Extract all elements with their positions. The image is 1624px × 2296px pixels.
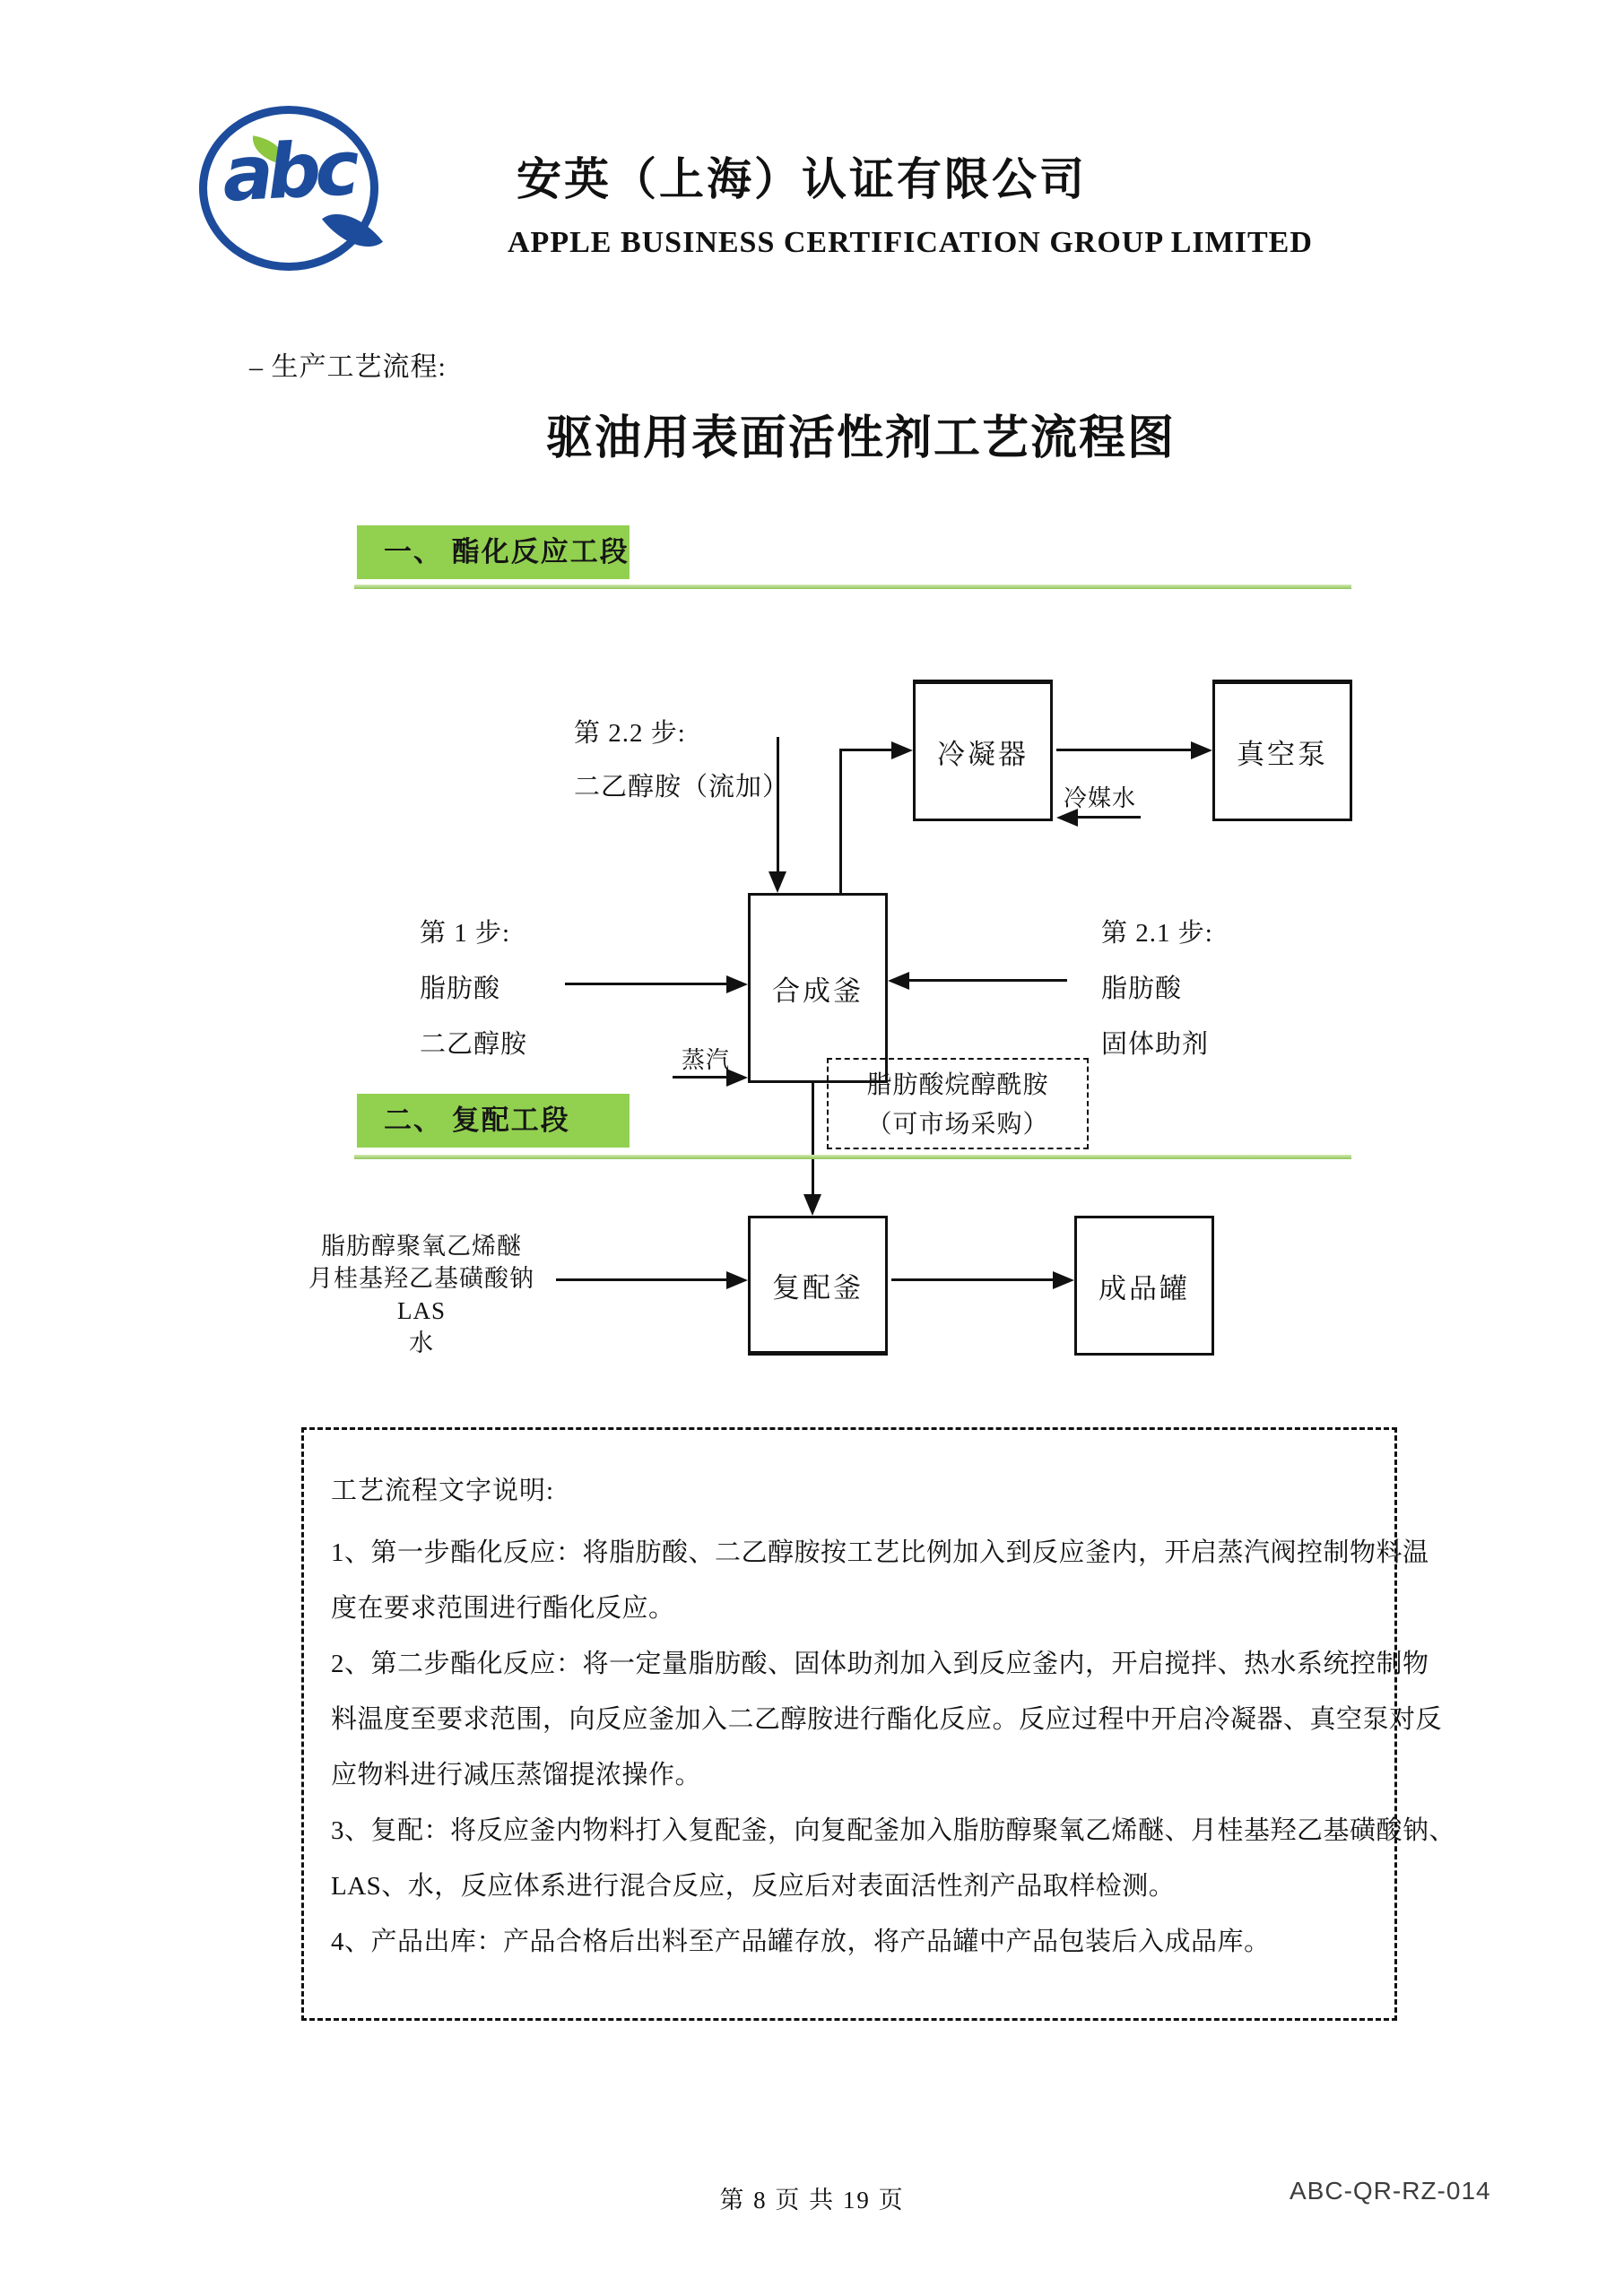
step1-title: 第 1 步:: [420, 919, 511, 948]
vacuum-pump-label: 真空泵: [1237, 738, 1328, 770]
compounding-kettle-box: [748, 1216, 888, 1356]
description-line: 应物料进行减压蒸馏提浓操作。: [331, 1761, 702, 1789]
ingredient-item: 脂肪醇聚氧乙烯醚: [321, 1233, 522, 1260]
description-line: 3、复配：将反应釜内物料打入复配釜，向复配釜加入脂肪醇聚氧乙烯醚、月桂基羟乙基磺酸钠、: [331, 1816, 1456, 1845]
section1-banner: 一、 酯化反应工段: [357, 525, 630, 579]
note-line1: 脂肪酸烷醇酰胺: [866, 1071, 1049, 1099]
step1-material2: 二乙醇胺: [420, 1030, 528, 1059]
ingredient-item: LAS: [396, 1297, 446, 1324]
ingredients-list: [296, 1230, 547, 1359]
step22-title: 第 2.2 步:: [574, 719, 686, 748]
page-number: 第 8 页 共 19 页: [719, 2187, 905, 2214]
steam-label: 蒸汽: [682, 1047, 731, 1073]
arrowhead-down-icon: [803, 1194, 821, 1216]
step1-label: [420, 905, 527, 1072]
process-description-box: [301, 1427, 1456, 2021]
step21-title: 第 2.1 步:: [1101, 919, 1213, 948]
description-line: LAS、水，反应体系进行混合反应，反应后对表面活性剂产品取样检测。: [331, 1872, 1176, 1901]
step1-material1: 脂肪酸: [420, 975, 501, 1003]
ingredient-item: 月桂基羟乙基磺酸钠: [308, 1265, 534, 1292]
description-line: 度在要求范围进行酯化反应。: [331, 1594, 675, 1623]
arrowhead-down-icon: [769, 871, 786, 893]
note-line2: （可市场采购）: [866, 1111, 1049, 1139]
step21-label: [1101, 905, 1213, 1072]
synthesis-kettle-box: [748, 893, 888, 1083]
product-tank-label: 成品罐: [1099, 1272, 1190, 1304]
description-line: 2、第二步酯化反应：将一定量脂肪酸、固体助剂加入到反应釜内，开启搅拌、热水系统控制物: [331, 1650, 1429, 1678]
description-line: 1、第一步酯化反应：将脂肪酸、二乙醇胺按工艺比例加入到反应釜内，开启蒸汽阀控制物料温: [331, 1538, 1429, 1567]
company-name-cn: 安英（上海）认证有限公司: [517, 154, 1087, 204]
description-line: 4、产品出库：产品合格后出料至产品罐存放，将产品罐中产品包装后入成品库。: [331, 1928, 1271, 1956]
logo-text: abc: [220, 124, 356, 219]
synthesis-kettle-label: 合成釜: [772, 975, 864, 1007]
arrowhead-right-icon: [726, 975, 748, 993]
vacuum-pump-box: [1212, 680, 1352, 821]
compounding-kettle-label: 复配釜: [772, 1271, 864, 1304]
company-logo: [199, 102, 375, 264]
arrowhead-right-icon: [1053, 1271, 1074, 1289]
description-heading: 工艺流程文字说明:: [331, 1477, 555, 1505]
section1-divider: [354, 585, 1351, 589]
market-purchase-note: [827, 1058, 1089, 1149]
condenser-label: 冷凝器: [937, 738, 1029, 770]
step21-material2: 固体助剂: [1101, 1030, 1210, 1059]
intro-label: – 生产工艺流程:: [249, 352, 447, 382]
arrowhead-right-icon: [1191, 741, 1212, 759]
coolant-water-label: 冷媒水: [1064, 785, 1137, 811]
arrowhead-right-icon: [891, 741, 913, 759]
arrowhead-right-icon: [726, 1271, 748, 1289]
product-tank-box: [1074, 1216, 1214, 1356]
diagram-title: 驱油用表面活性剂工艺流程图: [545, 413, 1176, 464]
company-name-en: APPLE BUSINESS CERTIFICATION GROUP LIMITED: [508, 226, 1313, 259]
description-line: 料温度至要求范围，向反应釜加入二乙醇胺进行酯化反应。反应过程中开启冷凝器、真空泵对反: [331, 1705, 1443, 1734]
step22-material: 二乙醇胺（流加）: [574, 773, 790, 801]
step21-material1: 脂肪酸: [1101, 975, 1183, 1003]
step22-label: [574, 706, 789, 814]
section2-divider: [354, 1155, 1351, 1159]
section2-banner: 二、 复配工段: [357, 1094, 630, 1148]
arrowhead-left-icon: [888, 972, 909, 990]
condenser-box: [913, 680, 1053, 821]
ingredient-item: 水: [409, 1330, 434, 1356]
document-number: ABC-QR-RZ-014: [1290, 2177, 1491, 2205]
